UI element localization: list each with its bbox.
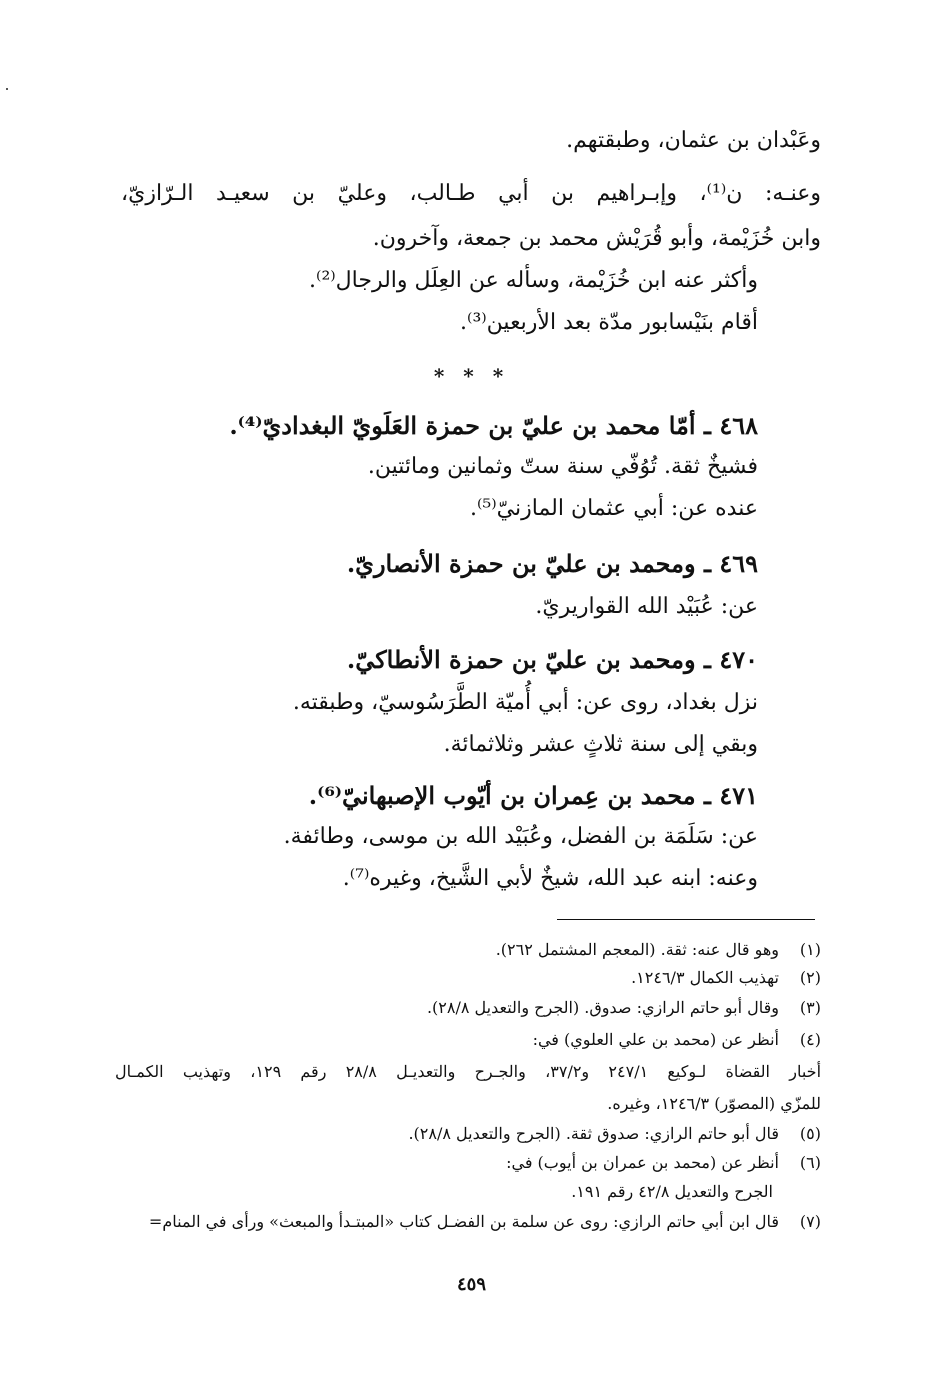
- footnote-separator: [557, 919, 815, 920]
- footnote-text: وقال أبو حاتم الرازي: صدوق. (الجرح والتعديل ٢٨/٨).: [426, 998, 779, 1017]
- footnote-text: أنظر عن (محمد بن عمران بن أيوب) في:: [506, 1153, 779, 1172]
- text-line: فشيخٌ ثقة. تُوُفّي سنة ستّ وثمانين ومائتين.: [367, 454, 758, 479]
- text-line: وعَبْدان بن عثمان، وطبقتهم.: [566, 128, 821, 153]
- footnote-continuation: أخبار القضاة لـوكيع ٢٤٧/١ و٣٧/٢، والجـرح والتعديـل ٢٨/٨ رقم ١٢٩، وتهذيب الكمـال: [115, 1062, 822, 1081]
- text-line: وبقي إلى سنة ثلاثٍ عشر وثلاثمائة.: [443, 732, 758, 757]
- footnote-text: وهو قال عنه: ثقة. (المعجم المشتمل ٢٦٢).: [495, 940, 779, 959]
- footnote-number: (٦): [799, 1153, 821, 1172]
- entry-heading-468: ٤٦٨ ـ أمّا محمد بن عليّ بن حمزة العَلَويّ البغداديّ⁽⁴⁾.: [229, 411, 758, 440]
- footnote-number: (٣): [799, 998, 821, 1017]
- margin-mark: [6, 88, 8, 90]
- footnote-7: [149, 1212, 821, 1232]
- footnote-6: [506, 1153, 821, 1173]
- text-line: أقام بنَيْسابور مدّة بعد الأربعين⁽³⁾.: [460, 310, 758, 335]
- entry-heading-471: ٤٧١ ـ محمد بن عِمران بن أيّوب الإصبهانيّ⁽⁶⁾.: [308, 781, 758, 810]
- text-line: وعنه: ابنه عبد الله، شيخٌ لأبي الشَّيخ، وغيره⁽⁷⁾.: [342, 866, 758, 891]
- entry-heading-469: ٤٦٩ ـ ومحمد بن عليّ بن حمزة الأنصاريّ.: [346, 549, 758, 578]
- entry-heading-470: ٤٧٠ ـ ومحمد بن عليّ بن حمزة الأنطاكيّ.: [346, 645, 758, 674]
- text-line: نزل بغداد، روى عن: أبي أُميّة الطَّرَسُوسيّ، وطبقته.: [292, 690, 758, 715]
- footnote-5: [408, 1124, 821, 1144]
- page-number: ٤٥٩: [456, 1274, 486, 1295]
- footnote-2: [631, 968, 821, 988]
- footnote-continuation: للمزّي (المصوّر) ١٢٤٦/٣، وغيره.: [607, 1094, 821, 1113]
- footnote-text: قال أبو حاتم الرازي: صدوق ثقة. (الجرح والتعديل ٢٨/٨).: [408, 1124, 779, 1143]
- text-line: وأكثر عنه ابن خُزَيْمة، وسأله عن العِلَل والرجال⁽²⁾.: [309, 268, 758, 293]
- text-line: وابن خُزَيْمة، وأبو قُرَيْش محمد بن جمعة، وآخرون.: [372, 226, 821, 251]
- footnote-number: (٢): [799, 968, 821, 987]
- section-divider-stars: * * *: [433, 364, 510, 388]
- footnote-text: قال ابن أبي حاتم الرازي: روى عن سلمة بن الفضـل كتاب «المبتـدأ والمبعث» ورأى في المنام=: [148, 1212, 779, 1231]
- footnote-text: تهذيب الكمال ١٢٤٦/٣.: [631, 968, 779, 987]
- footnote-number: (٧): [799, 1212, 821, 1231]
- footnote-3: [427, 998, 821, 1018]
- text-line: عن: عُبَيْد الله القواريريّ.: [535, 594, 758, 619]
- footnote-1: [496, 940, 821, 960]
- text-line: وعنـه: ن⁽¹⁾، وإبـراهيم بن أبي طـالب، وعليّ بن سعيـد الـرّازيّ،: [121, 181, 821, 206]
- footnote-text: أنظر عن (محمد بن علي العلوي) في:: [532, 1030, 779, 1049]
- text-line: عنده عن: أبي عثمان المازنيّ⁽⁵⁾.: [470, 496, 758, 521]
- footnote-number: (٥): [799, 1124, 821, 1143]
- footnote-continuation: الجرح والتعديل ٤٢/٨ رقم ١٩١.: [571, 1182, 773, 1201]
- footnote-number: (١): [799, 940, 821, 959]
- text-line: عن: سَلَمَة بن الفضل، وعُبَيْد الله بن موسى، وطائفة.: [283, 824, 758, 849]
- footnote-number: (٤): [799, 1030, 821, 1049]
- footnote-4: [533, 1030, 821, 1050]
